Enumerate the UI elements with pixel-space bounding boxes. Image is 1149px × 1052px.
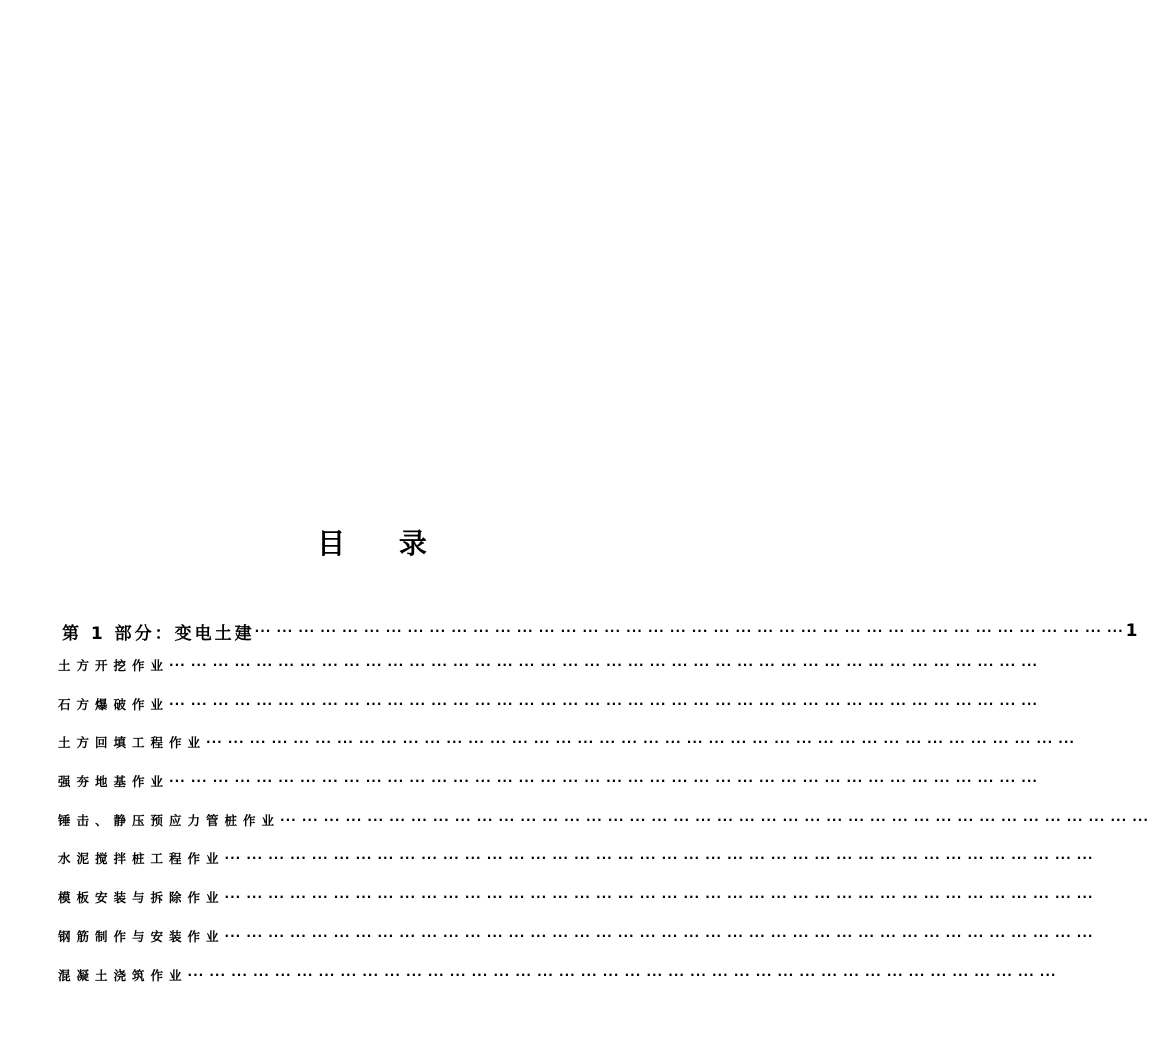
toc-title: 目 录 [317,527,449,560]
toc-leader-dots: ··· ··· ··· ··· ··· ··· ··· ··· ··· ··· ··· ··· ··· ··· ··· ··· ··· ··· ··· ··· ··· ··· ··· ··· ··· ··· ··· ··· ··· ··· ··· ··· ··· ··· ··· ··· ··· ··· ··· ··· [169,774,1038,789]
toc-entry[interactable] [58,923,1094,949]
toc-entry[interactable] [58,729,1075,755]
toc-entry[interactable] [58,768,1038,794]
toc-entry[interactable] [58,962,1057,988]
toc-leader-dots: ··· ··· ··· ··· ··· ··· ··· ··· ··· ··· ··· ··· ··· ··· ··· ··· ··· ··· ··· ··· ··· ··· ··· ··· ··· ··· ··· ··· ··· ··· ··· ··· ··· ··· ··· ··· ··· ··· ··· ··· [254,624,1124,638]
toc-list [58,614,1149,1000]
toc-leader-dots: ··· ··· ··· ··· ··· ··· ··· ··· ··· ··· ··· ··· ··· ··· ··· ··· ··· ··· ··· ··· ··· ··· ··· ··· ··· ··· ··· ··· ··· ··· ··· ··· ··· ··· ··· ··· ··· ··· ··· ··· [224,890,1094,905]
toc-leader-dots: ··· ··· ··· ··· ··· ··· ··· ··· ··· ··· ··· ··· ··· ··· ··· ··· ··· ··· ··· ··· ··· ··· ··· ··· ··· ··· ··· ··· ··· ··· ··· ··· ··· ··· ··· ··· ··· ··· ··· ··· [169,696,1038,711]
toc-part-page-number: 1 [1125,621,1138,641]
toc-entry[interactable] [58,652,1038,678]
toc-entry-label: 石方爆破作业 [58,696,170,712]
toc-entry-label: 强夯地基作业 [58,774,170,790]
toc-entry[interactable] [58,845,1094,871]
toc-entry[interactable] [58,691,1038,717]
toc-entry-label: 混凝土浇筑作业 [58,967,188,983]
toc-entry-label: 水泥搅拌桩工程作业 [58,851,225,867]
toc-entry-label: 锤击、静压预应力管桩作业 [58,812,281,828]
toc-leader-dots: ··· ··· ··· ··· ··· ··· ··· ··· ··· ··· ··· ··· ··· ··· ··· ··· ··· ··· ··· ··· ··· ··· ··· ··· ··· ··· ··· ··· ··· ··· ··· ··· ··· ··· ··· ··· ··· ··· ··· ··· [206,735,1075,750]
toc-leader-dots: ··· ··· ··· ··· ··· ··· ··· ··· ··· ··· ··· ··· ··· ··· ··· ··· ··· ··· ··· ··· ··· ··· ··· ··· ··· ··· ··· ··· ··· ··· ··· ··· ··· ··· ··· ··· ··· ··· ··· ··· [224,928,1094,943]
toc-part-entry[interactable] [58,614,1138,648]
toc-entry-label: 模板安装与拆除作业 [58,890,225,906]
toc-leader-dots: ··· ··· ··· ··· ··· ··· ··· ··· ··· ··· ··· ··· ··· ··· ··· ··· ··· ··· ··· ··· ··· ··· ··· ··· ··· ··· ··· ··· ··· ··· ··· ··· ··· ··· ··· ··· ··· ··· ··· ··· [280,812,1149,827]
toc-entry[interactable] [58,807,1149,833]
toc-part-label: 第 1 部分：变电土建 [62,623,255,644]
toc-leader-dots: ··· ··· ··· ··· ··· ··· ··· ··· ··· ··· ··· ··· ··· ··· ··· ··· ··· ··· ··· ··· ··· ··· ··· ··· ··· ··· ··· ··· ··· ··· ··· ··· ··· ··· ··· ··· ··· ··· ··· ··· [187,967,1057,982]
toc-entry-label: 土方开挖作业 [58,658,170,673]
toc-entry-label: 钢筋制作与安装作业 [58,928,225,944]
toc-entry-label: 土方回填工程作业 [58,735,207,751]
toc-entry[interactable] [58,884,1094,910]
toc-leader-dots: ··· ··· ··· ··· ··· ··· ··· ··· ··· ··· ··· ··· ··· ··· ··· ··· ··· ··· ··· ··· ··· ··· ··· ··· ··· ··· ··· ··· ··· ··· ··· ··· ··· ··· ··· ··· ··· ··· ··· ··· [224,851,1094,866]
toc-leader-dots: ··· ··· ··· ··· ··· ··· ··· ··· ··· ··· ··· ··· ··· ··· ··· ··· ··· ··· ··· ··· ··· ··· ··· ··· ··· ··· ··· ··· ··· ··· ··· ··· ··· ··· ··· ··· ··· ··· ··· ··· [169,658,1038,672]
